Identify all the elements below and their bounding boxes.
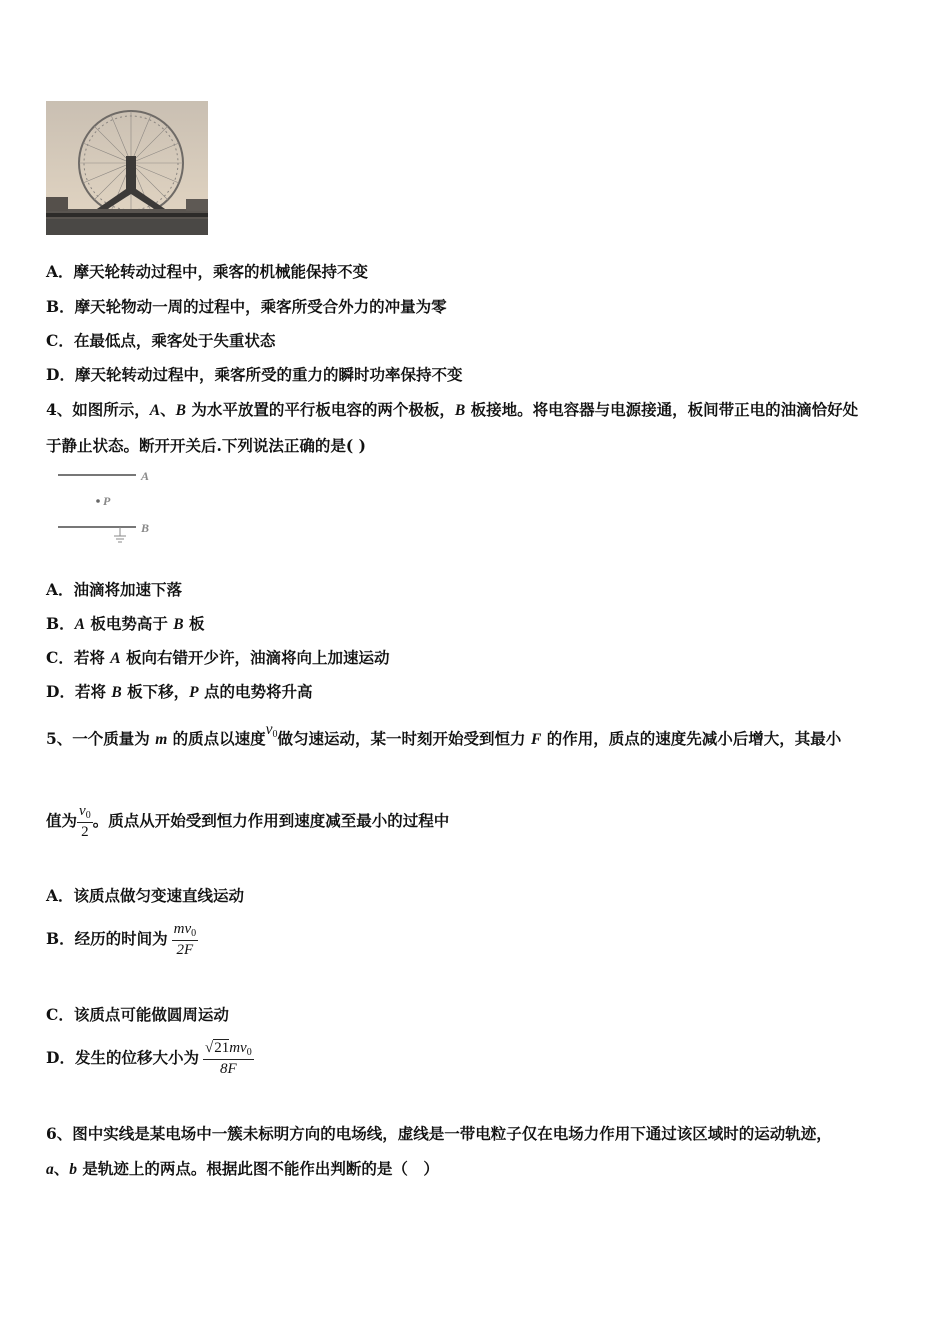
q4-stem-line1: 4、如图所示，A、B 为水平放置的平行板电容的两个极板，B 板接地。将电容器与电源接通，板间带正电的油滴恰好处	[46, 400, 859, 419]
time-fraction: $\frac{mv_0}{2F}$	[173, 921, 197, 958]
q4-option-a: A．油滴将加速下落	[46, 580, 183, 599]
capacitor-diagram	[56, 464, 166, 550]
q5-option-d: D．发生的位移大小为 $\frac{√21mv_0}{8F}$	[46, 1040, 252, 1077]
q5-option-b: B．经历的时间为 $\frac{mv_0}{2F}$	[46, 921, 197, 958]
q3-option-a: A．摩天轮转动过程中，乘客的机械能保持不变	[46, 262, 369, 281]
v0-symbol: $v_0$	[265, 721, 278, 740]
q4-option-d: D．若将 B 板下移，P 点的电势将升高	[46, 682, 313, 701]
q3-option-b: B．摩天轮物动一周的过程中，乘客所受合外力的冲量为零	[46, 297, 447, 316]
q5-stem-line1: 5、一个质量为 m 的质点以速度$v_0$做匀速运动，某一时刻开始受到恒力 F 的作用，质点的速度先减小后增大，其最小	[46, 721, 842, 748]
ferris-wheel-photo	[46, 101, 208, 235]
q5-option-c: C．该质点可能做圆周运动	[46, 1005, 229, 1024]
q6-stem-line2: a、b 是轨迹上的两点。根据此图不能作出判断的是（ ）	[46, 1159, 439, 1178]
q4-stem-line2: 于静止状态。断开开关后.下列说法正确的是( )	[46, 436, 366, 455]
v0-over-2-fraction: $\frac{v_0}{2}$	[79, 803, 91, 840]
q5-option-a: A．该质点做匀变速直线运动	[46, 886, 245, 905]
label-b: B	[141, 521, 150, 535]
ground-icon	[114, 527, 126, 542]
q4-option-b: B．A 板电势高于 B 板	[46, 614, 205, 633]
q6-stem-line1: 6、图中实线是某电场中一簇未标明方向的电场线，虚线是一带电粒子仅在电场力作用下通过该区域时的运动轨迹，	[46, 1124, 832, 1143]
displacement-fraction: $\frac{√21mv_0}{8F}$	[204, 1040, 252, 1077]
oil-drop-p	[96, 499, 100, 503]
label-p: P	[103, 494, 111, 508]
q4-option-c: C．若将 A 板向右错开少许，油滴将向上加速运动	[46, 648, 390, 667]
q5-stem-line2: 值为 $\frac{v_0}{2}$ 。质点从开始受到恒力作用到速度减至最小的过程中	[46, 803, 450, 840]
q3-option-c: C．在最低点，乘客处于失重状态	[46, 331, 276, 350]
label-a: A	[141, 469, 150, 483]
q3-option-d: D．摩天轮转动过程中，乘客所受的重力的瞬时功率保持不变	[46, 365, 463, 384]
